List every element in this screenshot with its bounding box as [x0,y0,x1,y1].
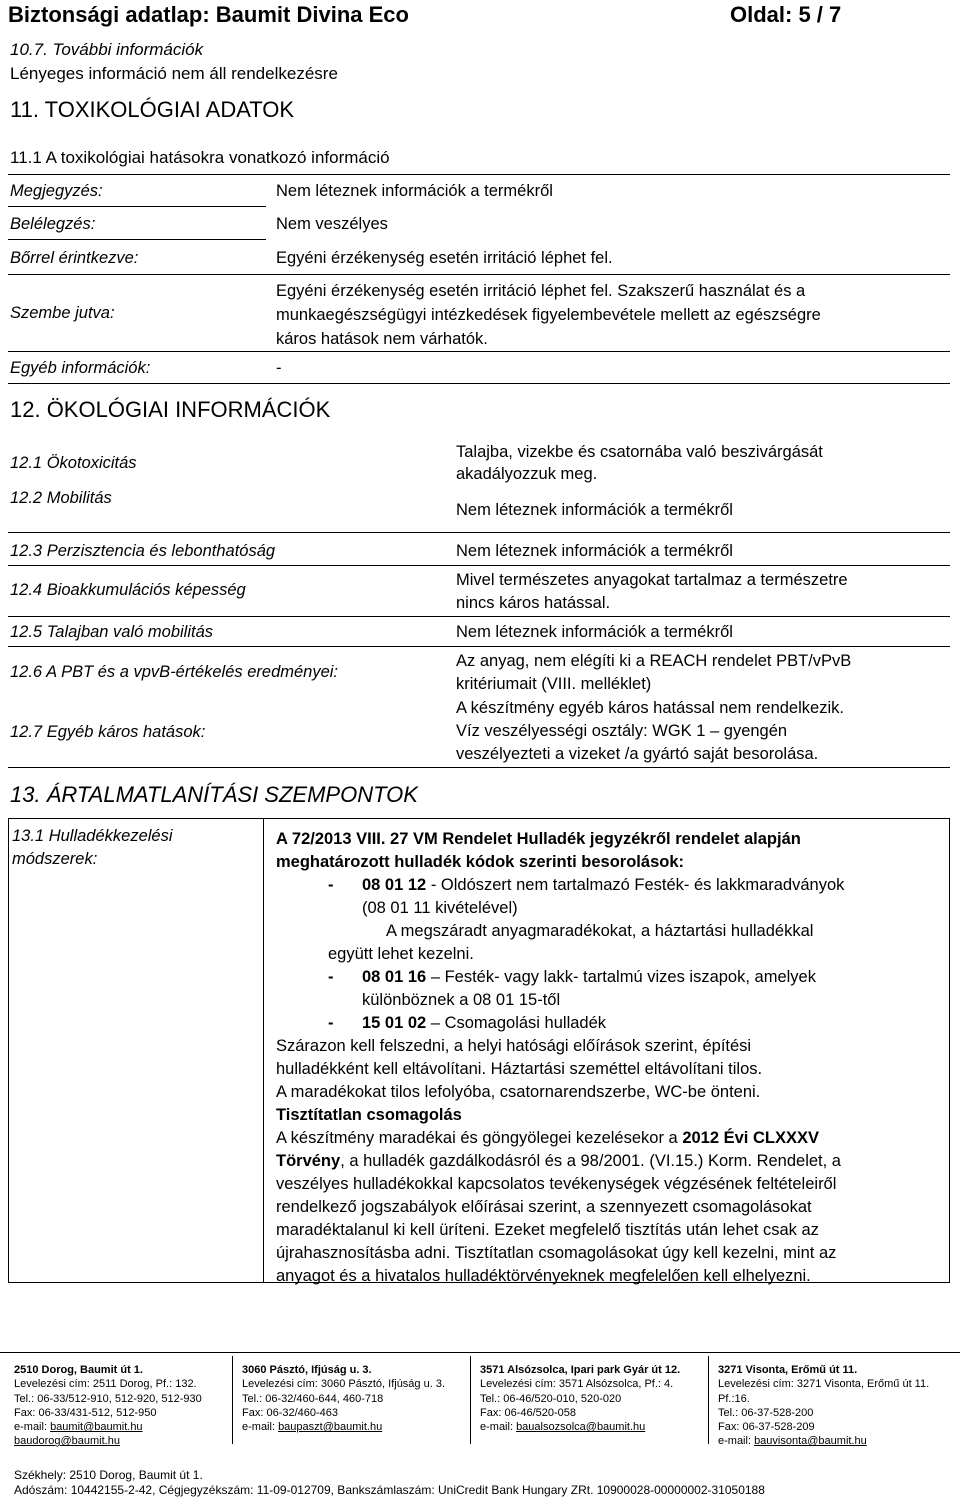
email-link[interactable]: baumit@baumit.hu [50,1421,143,1434]
footer-col-visonta [718,1363,929,1449]
para-line-1: Szárazon kell felszedni, a helyi hatósági előírások szerint, építési [276,1037,752,1055]
list-item-1-line2: (08 01 11 kivételével) [362,899,518,917]
row-value-szembe-2: munkaegészségügyi intézkedések figyelembevétele mellett az egészségre [276,306,821,324]
s12-value-1b: akadályozzuk meg. [456,465,598,483]
packaging-heading: Tisztítatlan csomagolás [276,1106,462,1124]
footer-line: Tel.: 06-46/520-010, 520-020 [480,1392,622,1405]
footer-col-alsozsolca [480,1363,680,1434]
para-line-3: A maradékokat tilos lefolyóba, csatornarendszerbe, WC-be önteni. [276,1083,761,1101]
s12-value-5: Nem léteznek információk a termékről [456,623,733,641]
s12-value-4b: nincs káros hatással. [456,594,611,612]
list-item-1-text: - Oldószert nem tartalmazó Festék- és lakkmaradványok [430,876,845,894]
footer-line: Fax: 06-32/460-463 [242,1406,339,1419]
row-divider [8,616,950,617]
row-divider [8,351,950,352]
footer-col-paszto [242,1363,445,1434]
row-value-borrel: Egyéni érzékenység esetén irritáció léphet fel. [276,249,613,267]
list-item-1 [362,874,844,896]
page-number: Oldal: 5 / 7 [730,2,842,27]
row-divider [8,239,266,240]
pack-line-3: veszélyes hulladékokkal kapcsolatos tevékenységek végzésének feltételeiről [276,1175,837,1193]
pack-line-5: maradéktalanul ki kell üríteni. Ezeket megfelelő tisztítás után lehet csak az [276,1221,819,1239]
row-value-szembe-1: Egyéni érzékenység esetén irritáció léphet fel. Szakszerű használat és a [276,282,806,300]
pack-line-2 [276,1150,841,1172]
row-value-egyeb: - [276,359,282,377]
row-divider [8,206,266,207]
s12-value-2: Nem léteznek információk a termékről [456,501,733,519]
para-line-2: hulladékként kell eltávolítani. Háztartási szeméttel eltávolítani tilos. [276,1060,763,1078]
s12-label-4: 12.4 Bioakkumulációs képesség [10,581,246,599]
pack-line-2b: , a hulladék gazdálkodásról és a 98/2001. (VI.15.) Korm. Rendelet, a [340,1152,841,1170]
row-label-szembe: Szembe jutva: [10,304,115,322]
pack-line-1 [276,1127,819,1149]
section-10-7-text: Lényeges információ nem áll rendelkezésre [10,64,338,83]
s13-label-1: 13.1 Hulladékkezelési [12,827,173,845]
row-value-megjegyzes: Nem léteznek információk a termékről [276,182,553,200]
footer-line: Levelezési cím: 3571 Alsózsolca, Pf.: 4. [480,1378,674,1391]
section-10-7-heading: 10.7. További információk [10,40,204,59]
column-divider [263,818,264,1282]
list-item-2-text: – Festék- vagy lakk- tartalmú vizes iszapok, amelyek [430,968,816,986]
row-label-megjegyzes: Megjegyzés: [10,182,103,200]
pack-line-7: anyagot és a hivatalos hulladéktörvényeknek megfelelően kell elhelyezni. [276,1267,811,1285]
list-item-2 [362,966,816,988]
s12-label-5: 12.5 Talajban való mobilitás [10,623,214,641]
list-item-3-text: – Csomagolási hulladék [430,1014,607,1032]
email-prefix: e-mail: [718,1435,755,1448]
s12-value-7c: veszélyezteti a vizeket /a gyártó saját besorolása. [456,745,819,763]
waste-code-1: 08 01 12 [362,876,427,894]
note-line-1: A megszáradt anyagmaradékokat, a háztartási hulladékkal [386,922,814,940]
table-border [8,174,950,175]
footer-line: Levelezési cím: 3060 Pásztó, Ifjúság u. 3. [242,1378,446,1391]
footer-title: 2510 Dorog, Baumit út 1. [14,1364,143,1376]
row-divider [8,274,950,275]
email-link[interactable]: baualsozsolca@baumit.hu [516,1421,646,1434]
footer-line: Pf.:16. [718,1392,750,1405]
row-label-belelegzes: Belélegzés: [10,215,96,233]
footer-line: Fax: 06-46/520-058 [480,1406,577,1419]
footer-col-divider [232,1356,233,1444]
s12-label-7: 12.7 Egyéb káros hatások: [10,723,206,741]
footer-line: Fax: 06-33/431-512, 512-950 [14,1406,157,1419]
footer-title: 3571 Alsózsolca, Ipari park Gyár út 12. [480,1364,681,1376]
row-label-borrel: Bőrrel érintkezve: [10,249,139,267]
list-item-2-line2: különböznek a 08 01 15-től [362,991,561,1009]
s13-label-2: módszerek: [12,850,98,868]
footer-line: Tel.: 06-37-528-200 [718,1406,814,1419]
s12-value-7a: A készítmény egyéb káros hatással nem rendelkezik. [456,699,844,717]
note-line-2: együtt lehet kezelni. [328,945,474,963]
footer-col-divider [470,1356,471,1444]
s13-intro-2: meghatározott hulladék kódok szerinti besorolások: [276,853,684,871]
s12-label-2: 12.2 Mobilitás [10,489,112,507]
table-border [8,818,950,819]
s12-value-4a: Mivel természetes anyagokat tartalmaz a természetre [456,571,848,589]
footer-line: Levelezési cím: 3271 Visonta, Erőmű út 11. [718,1378,930,1391]
row-divider [8,646,950,647]
footer-tax: Adószám: 10442155-2-42, Cégjegyzékszám: 11-09-012709, Bankszámlaszám: UniCredit Bank Hungary ZRt. 10900028-00000002-31050188 [14,1483,765,1497]
row-divider [8,532,950,533]
pack-line-4: rendelkező jogszabályok előírásai szerint, a szennyezett csomagolásokat [276,1198,812,1216]
footer-divider [0,1352,960,1353]
column-divider [8,818,9,1282]
table-border [8,767,950,768]
list-dash-2: - [328,968,334,986]
email-prefix: e-mail: [14,1421,51,1434]
law-ref-2: Törvény [276,1152,341,1170]
row-label-egyeb: Egyéb információk: [10,359,151,377]
s12-value-3: Nem léteznek információk a termékről [456,542,733,560]
footer-col-divider [708,1356,709,1444]
list-dash-1: - [328,876,334,894]
s12-value-6a: Az anyag, nem elégíti ki a REACH rendelet PBT/vPvB [456,652,852,670]
footer-title: 3271 Visonta, Erőmű út 11. [718,1364,858,1376]
row-divider [8,565,950,566]
footer-line: Fax: 06-37-528-209 [718,1421,815,1434]
footer-title: 3060 Pásztó, Ifjúság u. 3. [242,1364,372,1376]
law-ref: 2012 Évi CLXXXV [682,1129,819,1147]
pack-line-1a: A készítmény maradékai és göngyölegei kezelésekor a [276,1129,683,1147]
s12-value-7b: Víz veszélyességi osztály: WGK 1 – gyengén [456,722,788,740]
footer-line: Tel.: 06-32/460-644, 460-718 [242,1392,384,1405]
email-link[interactable]: baupaszt@baumit.hu [278,1421,383,1434]
waste-code-3: 15 01 02 [362,1014,427,1032]
row-value-belelegzes: Nem veszélyes [276,215,388,233]
footer-col-dorog [14,1363,202,1449]
document-title: Biztonsági adatlap: Baumit Divina Eco [8,2,409,27]
waste-code-2: 08 01 16 [362,968,427,986]
email-prefix: e-mail: [242,1421,279,1434]
footer-line: Tel.: 06-33/512-910, 512-920, 512-930 [14,1392,202,1405]
s12-value-1a: Talajba, vizekbe és csatornába való beszivárgását [456,443,823,461]
s12-label-6: 12.6 A PBT és a vpvB-értékelés eredményei: [10,663,339,681]
section-12-heading: 12. ÖKOLÓGIAI INFORMÁCIÓK [10,397,331,422]
section-11-heading: 11. TOXIKOLÓGIAI ADATOK [10,97,295,122]
section-13-heading: 13. ÁRTALMATLANÍTÁSI SZEMPONTOK [10,782,418,807]
row-value-szembe-3: káros hatások nem várhatók. [276,330,488,348]
email-link-2[interactable]: baudorog@baumit.hu [14,1435,120,1448]
s12-value-6b: kritériumait (VIII. melléklet) [456,675,652,693]
footer-seat: Székhely: 2510 Dorog, Baumit út 1. [14,1468,203,1482]
column-divider [949,818,950,1282]
s12-label-3: 12.3 Perzisztencia és lebonthatóság [10,542,276,560]
footer-line: Levelezési cím: 2511 Dorog, Pf.: 132. [14,1378,197,1391]
list-dash-3: - [328,1014,334,1032]
table-border [8,383,950,384]
s13-intro-1: A 72/2013 VIII. 27 VM Rendelet Hulladék jegyzékről rendelet alapján [276,830,801,848]
email-link[interactable]: bauvisonta@baumit.hu [754,1435,867,1448]
pack-line-6: újrahasznosításba adni. Tisztítatlan csomagolásokat úgy kell kezelni, mint az [276,1244,837,1262]
email-prefix: e-mail: [480,1421,517,1434]
list-item-3 [362,1012,606,1034]
s12-label-1: 12.1 Ökotoxicitás [10,454,137,472]
section-11-1-heading: 11.1 A toxikológiai hatásokra vonatkozó információ [10,148,390,167]
